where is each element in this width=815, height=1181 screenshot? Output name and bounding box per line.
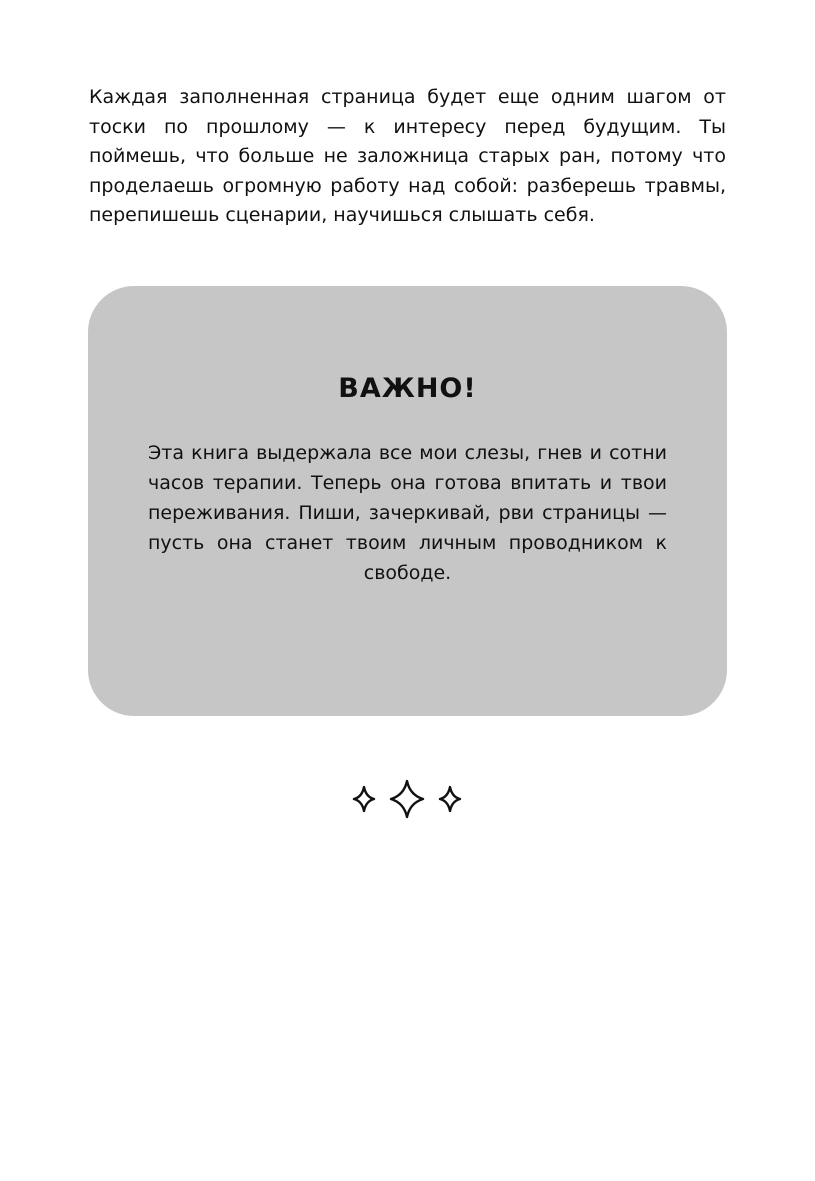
sparkle-stars-icon <box>350 779 465 819</box>
callout-text: Эта книга выдержала все мои слезы, гнев и сотни часов терапии. Теперь она готова впитать и твои переживания. Пиши, зачеркивай, рви страницы — пусть она станет твоим личным проводником к свободе. <box>148 442 667 584</box>
important-callout-box <box>88 286 727 716</box>
large-star-center-icon <box>391 781 423 817</box>
intro-paragraph: Каждая заполненная страница будет еще одним шагом от тоски по прошлому — к интересу перед будущим. Ты поймешь, что больше не заложница старых ран, потому что проделаешь огромную работу над собой: разберешь травмы, перепишешь сценарии, научишься слышать себя. <box>89 86 726 227</box>
small-star-right-icon <box>440 787 460 811</box>
callout-title: ВАЖНО! <box>338 373 477 404</box>
small-star-left-icon <box>354 787 374 811</box>
